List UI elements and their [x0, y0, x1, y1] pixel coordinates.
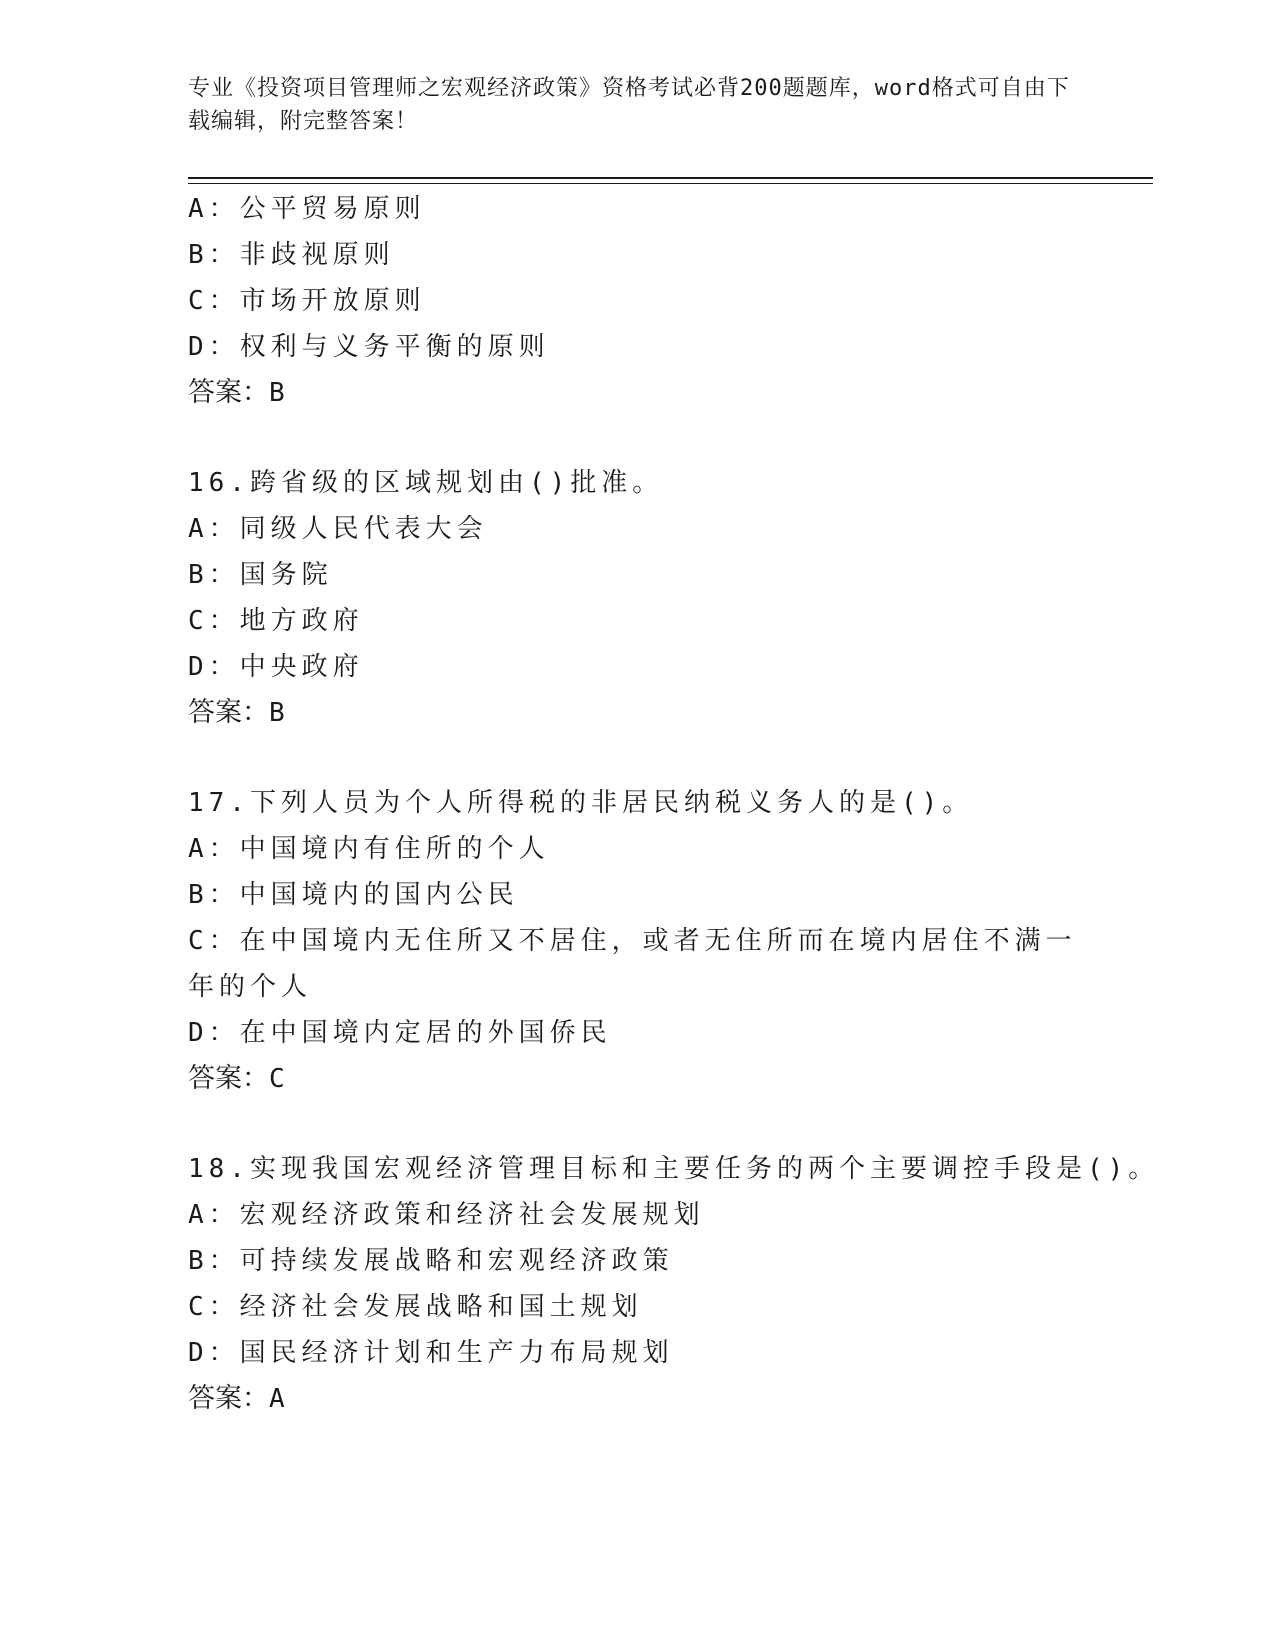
- option-c: C：在中国境内无住所又不居住，或者无住所而在境内居住不满一年的个人: [188, 926, 1077, 1002]
- answer-value: B: [269, 698, 287, 728]
- answer-label: 答案：: [188, 377, 269, 408]
- option-a: A：宏观经济政策和经济社会发展规划: [188, 1200, 705, 1230]
- header-divider-thin: [188, 183, 1153, 184]
- question-18: [188, 1146, 1160, 1422]
- spacer: [188, 736, 1088, 780]
- answer-line: [188, 1376, 1088, 1422]
- option-a: A：中国境内有住所的个人: [188, 834, 550, 864]
- option-b: B：非歧视原则: [188, 240, 395, 270]
- option-a: A：公平贸易原则: [188, 194, 426, 224]
- option-c: C：地方政府: [188, 606, 364, 636]
- option-b: B：可持续发展战略和宏观经济政策: [188, 1246, 674, 1276]
- question-list: [188, 186, 1160, 1422]
- spacer: [188, 1102, 1088, 1146]
- answer-value: C: [269, 1064, 287, 1094]
- answer-value: A: [269, 1384, 287, 1414]
- question-stem: 18.实现我国宏观经济管理目标和主要任务的两个主要调控手段是()。: [188, 1154, 1160, 1184]
- question-16: [188, 460, 1088, 736]
- option-a: A：同级人民代表大会: [188, 514, 488, 544]
- question-stem: 17.下列人员为个人所得税的非居民纳税义务人的是()。: [188, 788, 974, 818]
- option-c: C：经济社会发展战略和国土规划: [188, 1292, 643, 1322]
- answer-value: B: [269, 378, 287, 408]
- answer-line: [188, 370, 1088, 416]
- option-d: D：在中国境内定居的外国侨民: [188, 1018, 612, 1048]
- answer-label: 答案：: [188, 1383, 269, 1414]
- question-stem: 16.跨省级的区域规划由()批准。: [188, 468, 664, 498]
- answer-line: [188, 1056, 1088, 1102]
- option-d: D：权利与义务平衡的原则: [188, 332, 550, 362]
- question-15-partial: [188, 186, 1088, 416]
- option-d: D：国民经济计划和生产力布局规划: [188, 1338, 674, 1368]
- option-b: B：中国境内的国内公民: [188, 880, 519, 910]
- spacer: [188, 416, 1088, 460]
- option-c: C：市场开放原则: [188, 286, 426, 316]
- answer-label: 答案：: [188, 1063, 269, 1094]
- question-17: [188, 780, 1088, 1102]
- option-d: D：中央政府: [188, 652, 364, 682]
- header-divider-thick: [188, 177, 1153, 179]
- answer-line: [188, 690, 1088, 736]
- document-header: 专业《投资项目管理师之宏观经济政策》资格考试必背200题题库，word格式可自由下载编辑，附完整答案！: [188, 76, 1070, 134]
- answer-label: 答案：: [188, 697, 269, 728]
- option-b: B：国务院: [188, 560, 333, 590]
